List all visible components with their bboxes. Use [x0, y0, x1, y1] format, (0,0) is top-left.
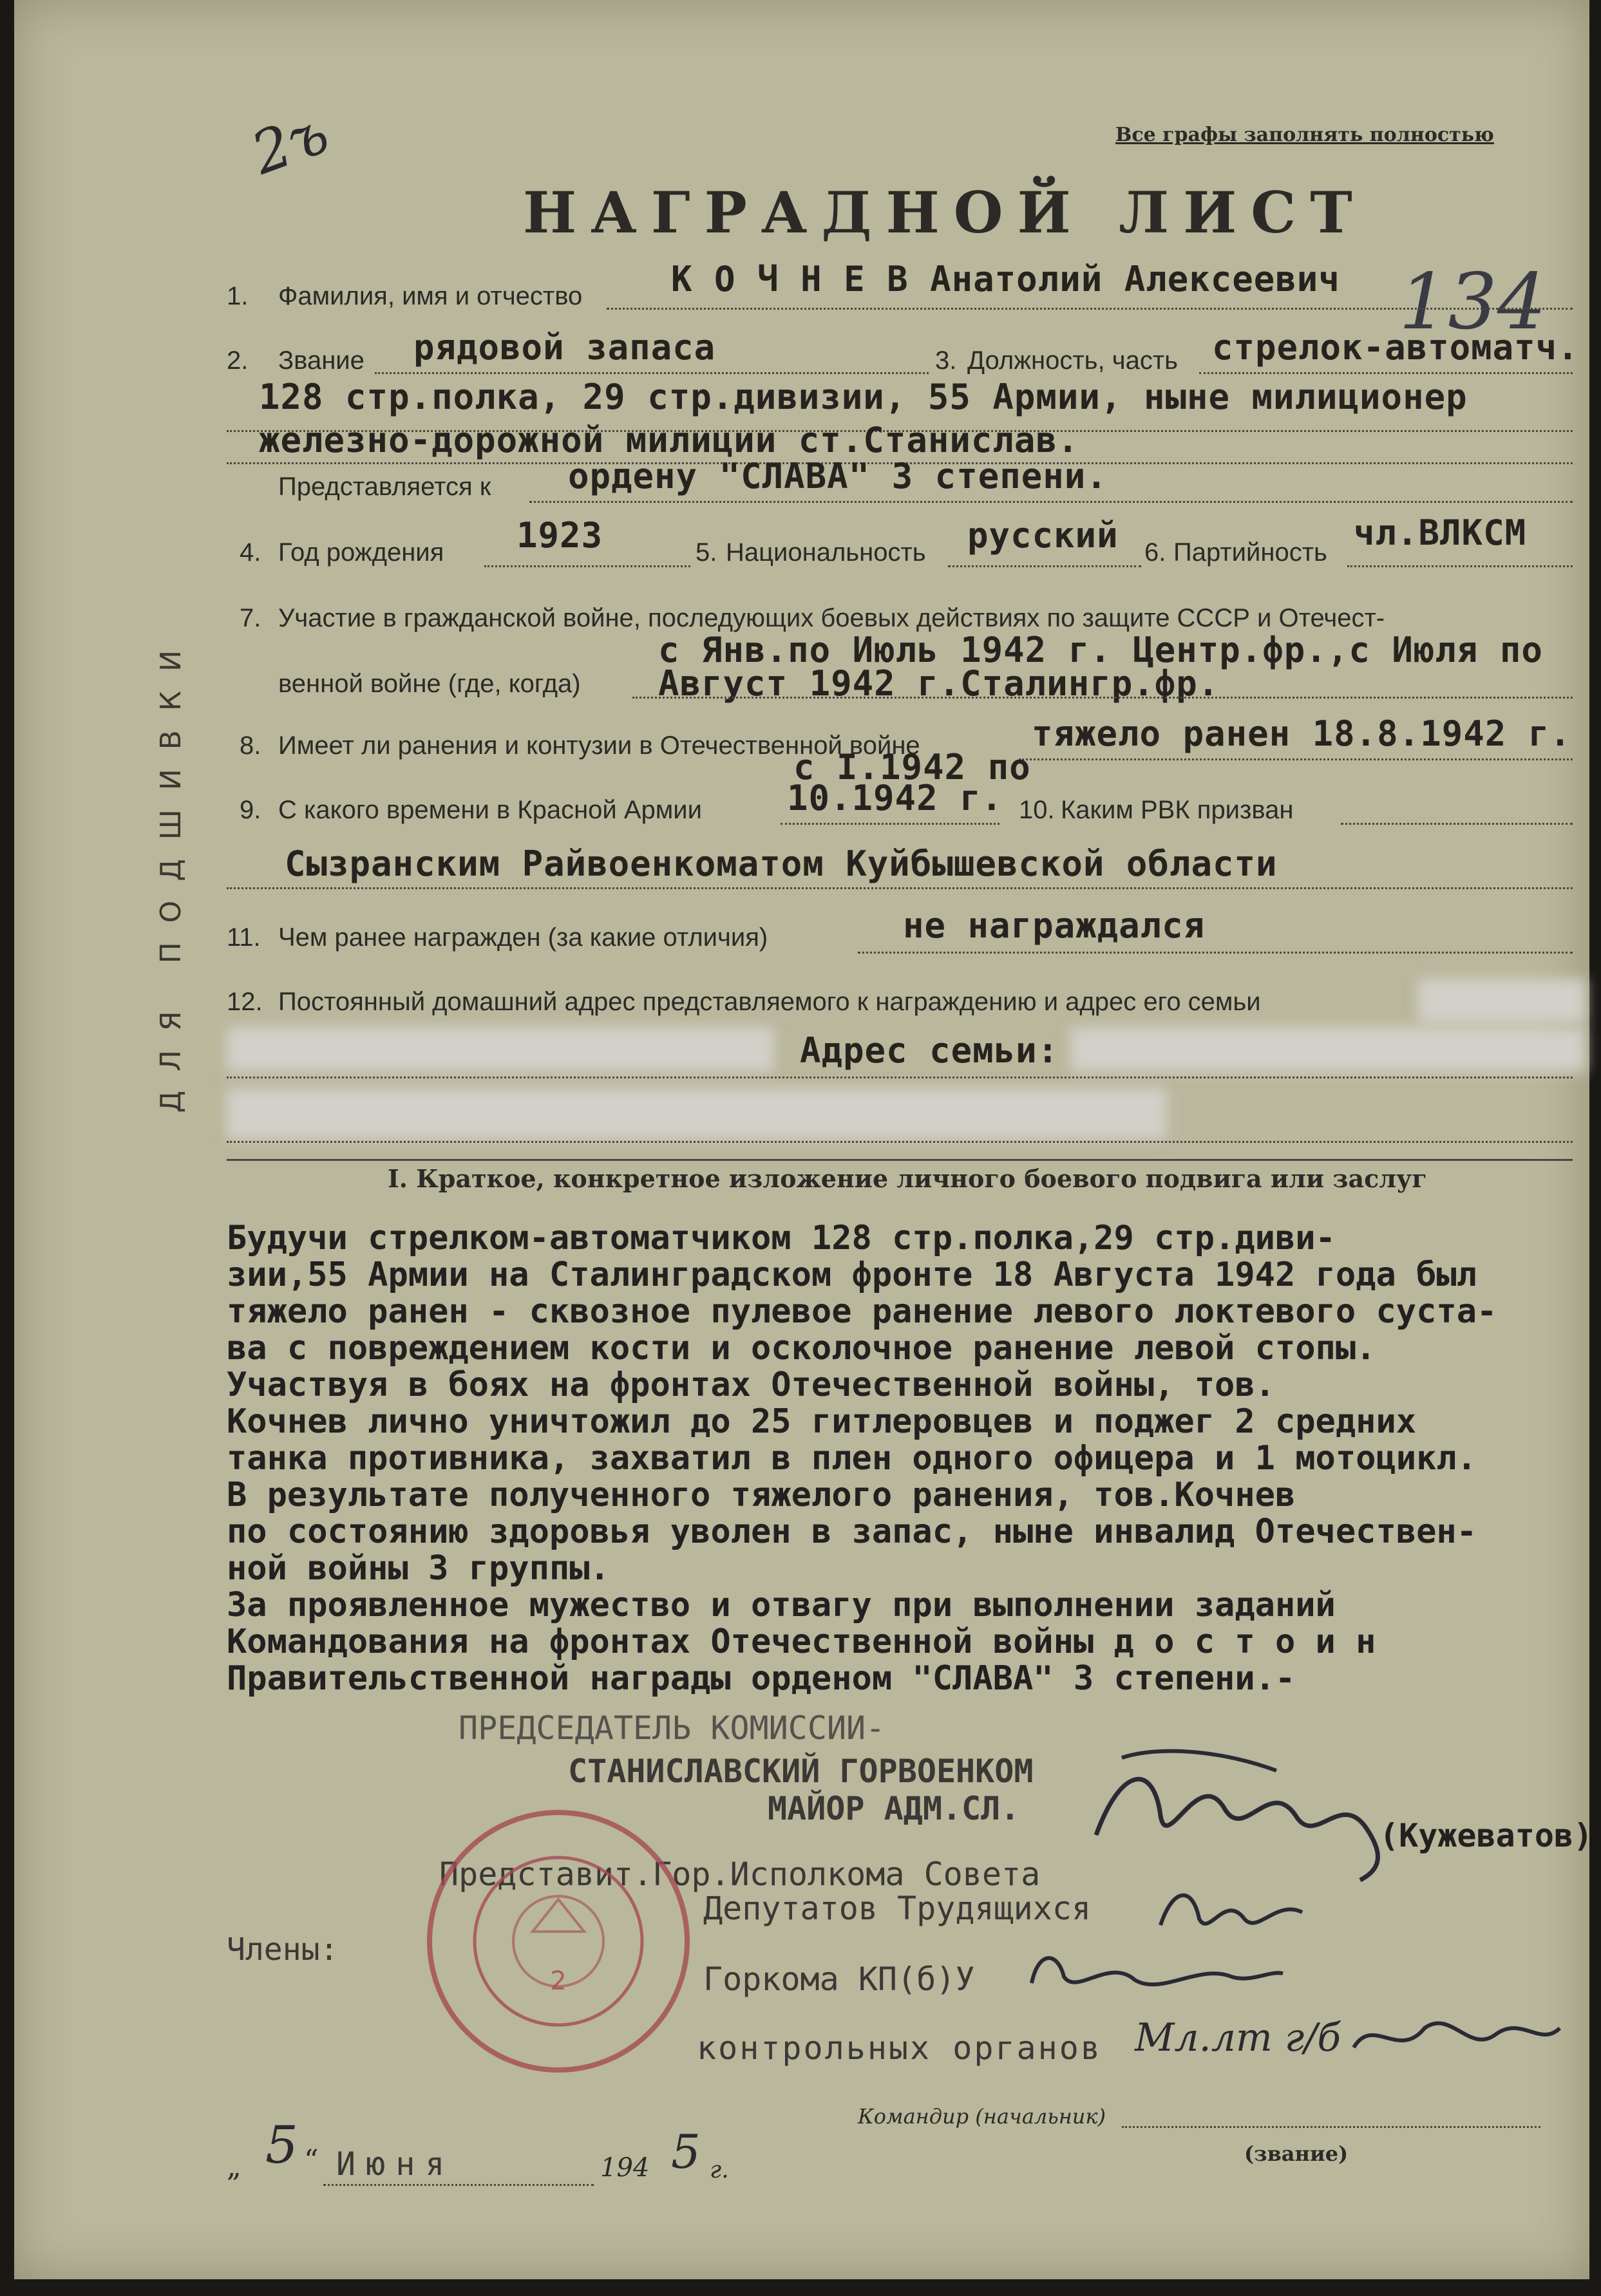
- page-title: НАГРАДНОЙ ЛИСТ: [523, 179, 1367, 246]
- presented-for-value: ордену "СЛАВА" 3 степени.: [568, 456, 1108, 496]
- round-seal-icon: [420, 1803, 697, 2080]
- field-1-value: К О Ч Н Е В Анатолий Алексеевич: [671, 259, 1340, 299]
- date-month: Июня: [336, 2145, 455, 2183]
- field-9-label: С какого времени в Красной Армии: [278, 796, 702, 824]
- narrative-block: [227, 1220, 1497, 1587]
- date-year-prefix: 194: [600, 2153, 650, 2183]
- field-4-number: 4.: [240, 538, 261, 567]
- chair-name: (Кужеватов): [1379, 1817, 1593, 1854]
- narrative-line: по состоянию здоровья уволен в запас, ныне инвалид Отечествен-: [227, 1512, 1477, 1551]
- field-2-label: Звание: [278, 346, 365, 375]
- narrative-line: Будучи стрелком-автоматчиком 128 стр.полка,29 стр.диви-: [227, 1219, 1336, 1257]
- field-1-label: Фамилия, имя и отчество: [278, 282, 583, 310]
- field-11-value: не награждался: [903, 905, 1206, 946]
- field-12-label: Постоянный домашний адрес представляемого к награждению и адрес его семьи: [278, 988, 1261, 1016]
- narrative-line: ной войны 3 группы.: [227, 1549, 610, 1588]
- field-10-number: 10.: [1019, 796, 1055, 824]
- field-10-value: Сызранским Райвоенкоматом Куйбышевской области: [285, 843, 1278, 884]
- registration-number: 134: [1399, 258, 1547, 347]
- field-5-number: 5.: [696, 538, 717, 567]
- chair-title: ПРЕДСЕДАТЕЛЬ КОМИССИИ-: [459, 1709, 886, 1747]
- field-3-continuation-1: 128 стр.полка, 29 стр.дивизии, 55 Армии, ныне милиционер: [259, 377, 1468, 417]
- date-year-digit: 5: [671, 2125, 701, 2179]
- date-day: 5: [265, 2115, 298, 2175]
- member-1-signature-icon: [1148, 1874, 1315, 1944]
- field-8-label: Имеет ли ранения и контузии в Отечественной войне: [278, 731, 920, 760]
- field-5-value: русский: [967, 515, 1119, 556]
- corner-handwritten-mark: 2ъ: [243, 99, 337, 188]
- field-6-number: 6.: [1144, 538, 1166, 567]
- field-8-value: тяжело ранен 18.8.1942 г.: [1032, 713, 1571, 754]
- narrative-line: тяжело ранен - сквозное пулевое ранение левого локтевого суста-: [227, 1292, 1497, 1331]
- field-6-value: чл.ВЛКСМ: [1354, 513, 1527, 553]
- field-3-continuation-2: железно-дорожной милиции ст.Станислав.: [259, 420, 1079, 460]
- side-binding-label: ДЛЯ ПОДШИВКИ: [155, 631, 187, 1113]
- field-7-value-1: с Янв.по Июль 1942 г. Центр.фр.,с Июля по: [658, 630, 1543, 670]
- field-12-value: Адрес семьи:: [800, 1030, 1059, 1071]
- date-year-suffix: г.: [710, 2157, 729, 2183]
- field-5-label: Национальность: [726, 538, 926, 567]
- chair-rank: МАЙОР АДМ.СЛ.: [768, 1790, 1020, 1827]
- field-3-value: стрелок-автоматч.: [1212, 327, 1579, 368]
- commander-label: Командир (начальник): [858, 2104, 1106, 2129]
- field-9-value-1: с I.1942 по: [793, 747, 1031, 787]
- chair-signature-icon: [1083, 1738, 1405, 1893]
- rank-label: (звание): [1244, 2141, 1349, 2166]
- narrative-line: Участвуя в боях на фронтах Отечественной войны, тов.: [227, 1366, 1275, 1404]
- conclusion-line: За проявленное мужество и отвагу при выполнении заданий: [227, 1586, 1336, 1624]
- field-11-number: 11.: [227, 923, 261, 952]
- field-3-label: Должность, часть: [967, 346, 1178, 375]
- member-3-signature-icon: [1341, 2002, 1573, 2080]
- field-7-label-1: Участие в гражданской войне, последующих боевых действиях по защите СССР и Отечест-: [278, 604, 1385, 632]
- field-7-number: 7.: [240, 604, 261, 632]
- field-7-label-2: венной войне (где, когда): [278, 670, 581, 698]
- field-4-value: 1923: [516, 515, 603, 556]
- field-9-number: 9.: [240, 796, 261, 824]
- field-8-number: 8.: [240, 731, 261, 760]
- field-4-label: Год рождения: [278, 538, 444, 567]
- field-12-number: 12.: [227, 988, 263, 1016]
- conclusion-line: Правительственной награды орденом "СЛАВА" 3 степени.-: [227, 1659, 1296, 1698]
- chair-organization: СТАНИСЛАВСКИЙ ГОРВОЕНКОМ: [568, 1753, 1034, 1790]
- header-note: Все графы заполнять полностью: [1115, 124, 1494, 146]
- presented-for-label: Представляется к: [278, 473, 491, 501]
- award-sheet: Все графы заполнять полностью 2ъ 134 НАГРАДНОЙ ЛИСТ ДЛЯ ПОДШИВКИ 1. Фамилия, имя и отчество К О Ч Н Е В Анатолий Алексеевич 2. Звание рядовой запаса 3. Должность, часть стрелок-автоматч. 128 стр.полка, 29 стр.дивизии, 55 Армии, ныне милиционер железно-дорожной милиции ст.Станислав. Представляется к ордену "СЛАВА" 3 степени. 4. Год рождения 1923 5. Национальность русский 6. Партийность чл.ВЛКСМ 7. Участие в гражданской войне, последующих боевых действиях по защите СССР и Отечест- с Янв.по Июль 1942 г. Центр.фр.,с Июля по венной войне (где, когда) Август 1942 г.Сталингр.фр. 8. Имеет ли ранения и контузии в Отечественной войне тяжело ранен 18.8.1942 г. 9. С какого времени в Красной Армии с I.1942 по 10.1942 г. 10. Каким РВК призван Сызранским Райвоенкоматом Куйбышевской области 11. Чем ранее награжден (за какие отличия) не награждался 12. Постоянный домашний адрес представляемого к награждению и адрес его семьи Адрес семьи: I. Краткое, конкретное изложение личного боевого подвига или заслуг Будучи стрелком-автоматчиком 128 стр.полка,29 стр.диви- зии,55 Армии на Сталинградском фронте 18 Августа 1942 года был тяжело ранен - сквозное пулевое ранение левого локтевого суста- ва с повреждением кости и осколочное ранение левой стопы. Участвуя в боях на фронтах Отечественной войны, тов. Кочнев лично уничтожил до 25 гитлеровцев и поджег 2 средних танка противника, захватил в плен одного офицера и 1 мотоцикл. В результате полученного тяжелого ранения, тов.Кочнев по состоянию здоровья уволен в запас, ныне инвалид Отечествен- ной войны 3 группы. За проявленное мужество и отвагу при выполнении заданий Командования на фронтах Отечественной войны д о с т о и н Правительственной награды орденом "СЛАВА" 3 степени.- ПРЕДСЕДАТЕЛЬ КОМИССИИ- СТАНИСЛАВСКИЙ ГОРВОЕНКОМ МАЙОР АДМ.СЛ. (Кужеватов) Члены: Представит.Гор.Исполкома Совета Депутатов Трудящихся Горкома КП(б)У контрольных органов Мл.лт г/б 2 Командир (начальник) (звание) „ 5 “ Июня 194 5 г.: [14, 0, 1589, 2279]
- conclusion-block: [227, 1587, 1376, 1697]
- conclusion-line: Командования на фронтах Отечественной войны д о с т о и н: [227, 1623, 1376, 1661]
- field-9-value-2: 10.1942 г.: [787, 778, 1003, 818]
- member-1-line-1: Представит.Гор.Исполкома Совета: [439, 1856, 1041, 1893]
- members-label: Члены:: [227, 1932, 339, 1968]
- seal-center-number: 2: [550, 1966, 567, 1996]
- member-3-line: контрольных органов: [697, 2029, 1102, 2067]
- field-7-value-2: Август 1942 г.Сталингр.фр.: [658, 663, 1220, 704]
- field-2-value: рядовой запаса: [413, 327, 716, 368]
- narrative-line: зии,55 Армии на Сталинградском фронте 18 Августа 1942 года был: [227, 1256, 1477, 1294]
- section-1-title: I. Краткое, конкретное изложение личного боевого подвига или заслуг: [388, 1164, 1427, 1193]
- member-2-line: Горкома КП(б)У: [703, 1961, 975, 1998]
- member-3-signature-text: Мл.лт г/б: [1135, 2015, 1341, 2060]
- narrative-line: Кочнев лично уничтожил до 25 гитлеровцев и поджег 2 средних: [227, 1402, 1417, 1441]
- field-6-label: Партийность: [1173, 538, 1327, 567]
- field-10-label: Каким РВК призван: [1061, 796, 1294, 824]
- field-11-label: Чем ранее награжден (за какие отличия): [278, 923, 768, 952]
- field-3-number: 3.: [935, 346, 957, 375]
- narrative-line: ва с повреждением кости и осколочное ранение левой стопы.: [227, 1329, 1376, 1368]
- field-2-number: 2.: [227, 346, 249, 375]
- field-1-number: 1.: [227, 282, 249, 310]
- member-1-line-2: Депутатов Трудящихся: [703, 1890, 1092, 1927]
- member-2-signature-icon: [1019, 1944, 1289, 2002]
- narrative-line: танка противника, захватил в плен одного офицера и 1 мотоцикл.: [227, 1439, 1477, 1478]
- narrative-line: В результате полученного тяжелого ранения, тов.Кочнев: [227, 1476, 1296, 1514]
